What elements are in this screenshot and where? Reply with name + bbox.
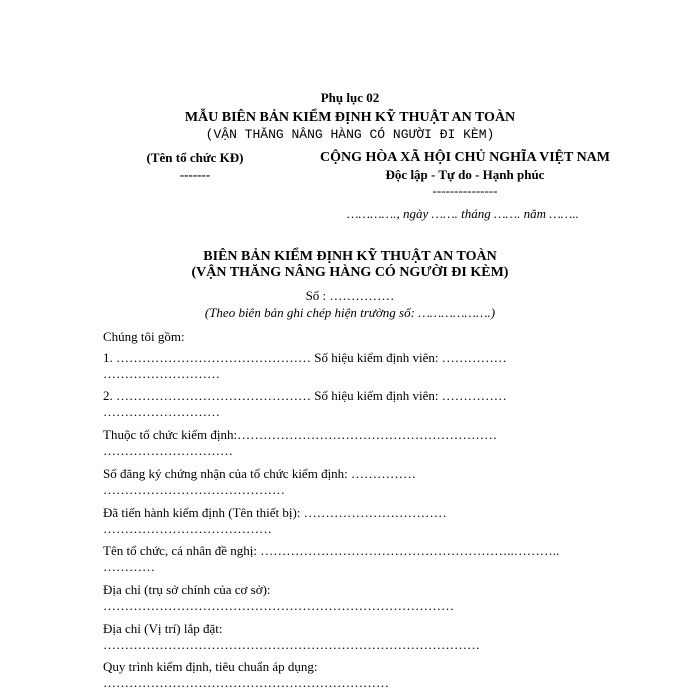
field-line: Địa chỉ (trụ sở chính của cơ sở): — [103, 582, 271, 597]
field-line: Số đăng ký chứng nhận của tổ chức kiểm định: …………… — [103, 466, 417, 481]
field-line-continued: ……………………………………………………………………… — [103, 598, 454, 613]
record-title: BIÊN BẢN KIỂM ĐỊNH KỸ THUẬT AN TOÀN — [203, 249, 497, 264]
field-line-continued: ………………………………………………………… — [103, 675, 389, 690]
field-line: Thuộc tổ chức kiểm định:…………………………………………………… — [103, 427, 498, 442]
org-name-placeholder: (Tên tổ chức KĐ) — [146, 150, 244, 165]
date-line: …………., ngày ……. tháng ……. năm …….. — [347, 206, 579, 221]
motto-divider: --------------- — [432, 183, 498, 198]
national-title: CỘNG HÒA XÃ HỘI CHỦ NGHĨA VIỆT NAM — [319, 150, 610, 165]
field-line-continued: ………………………… — [103, 443, 233, 458]
field-line: Tên tổ chức, cá nhân đề nghị: …………………………………………………..……….. — [103, 543, 560, 558]
national-motto: Độc lập - Tự do - Hạnh phúc — [385, 167, 545, 182]
field-line-continued: ………………………………… — [103, 521, 272, 536]
field-line: Địa chỉ (Vị trí) lắp đặt: — [103, 621, 223, 636]
record-subtitle: (VẬN THĂNG NÂNG HÀNG CÓ NGƯỜI ĐI KÈM) — [191, 265, 509, 280]
record-number: Số : …………… — [305, 288, 395, 303]
field-record-reference: (Theo biên bản ghi chép hiện trường số: ……………….) — [204, 305, 496, 320]
field-line: 1. ……………………………………… Số hiệu kiểm định viên: …………… — [103, 350, 507, 365]
field-line: Quy trình kiểm định, tiêu chuẩn áp dụng: — [103, 659, 318, 674]
org-divider: ------- — [179, 167, 211, 182]
field-line-continued: ……………………… — [103, 404, 220, 419]
form-title: MẪU BIÊN BẢN KIỂM ĐỊNH KỸ THUẬT AN TOÀN — [184, 110, 516, 125]
field-line: 2. ……………………………………… Số hiệu kiểm định viên: …………… — [103, 388, 507, 403]
field-line-continued: ………… — [103, 559, 155, 574]
field-label: Chúng tôi gồm: — [103, 329, 185, 344]
field-line-continued: …………………………………………………………………………… — [103, 637, 480, 652]
form-subtitle: (VẬN THĂNG NÂNG HÀNG CÓ NGƯỜI ĐI KÈM) — [205, 127, 495, 142]
field-line-continued: …………………………………… — [103, 482, 285, 497]
field-line-continued: ……………………… — [103, 366, 220, 381]
appendix-label: Phụ lục 02 — [320, 90, 380, 105]
field-line: Đã tiến hành kiểm định (Tên thiết bị): …………………………… — [103, 505, 447, 520]
